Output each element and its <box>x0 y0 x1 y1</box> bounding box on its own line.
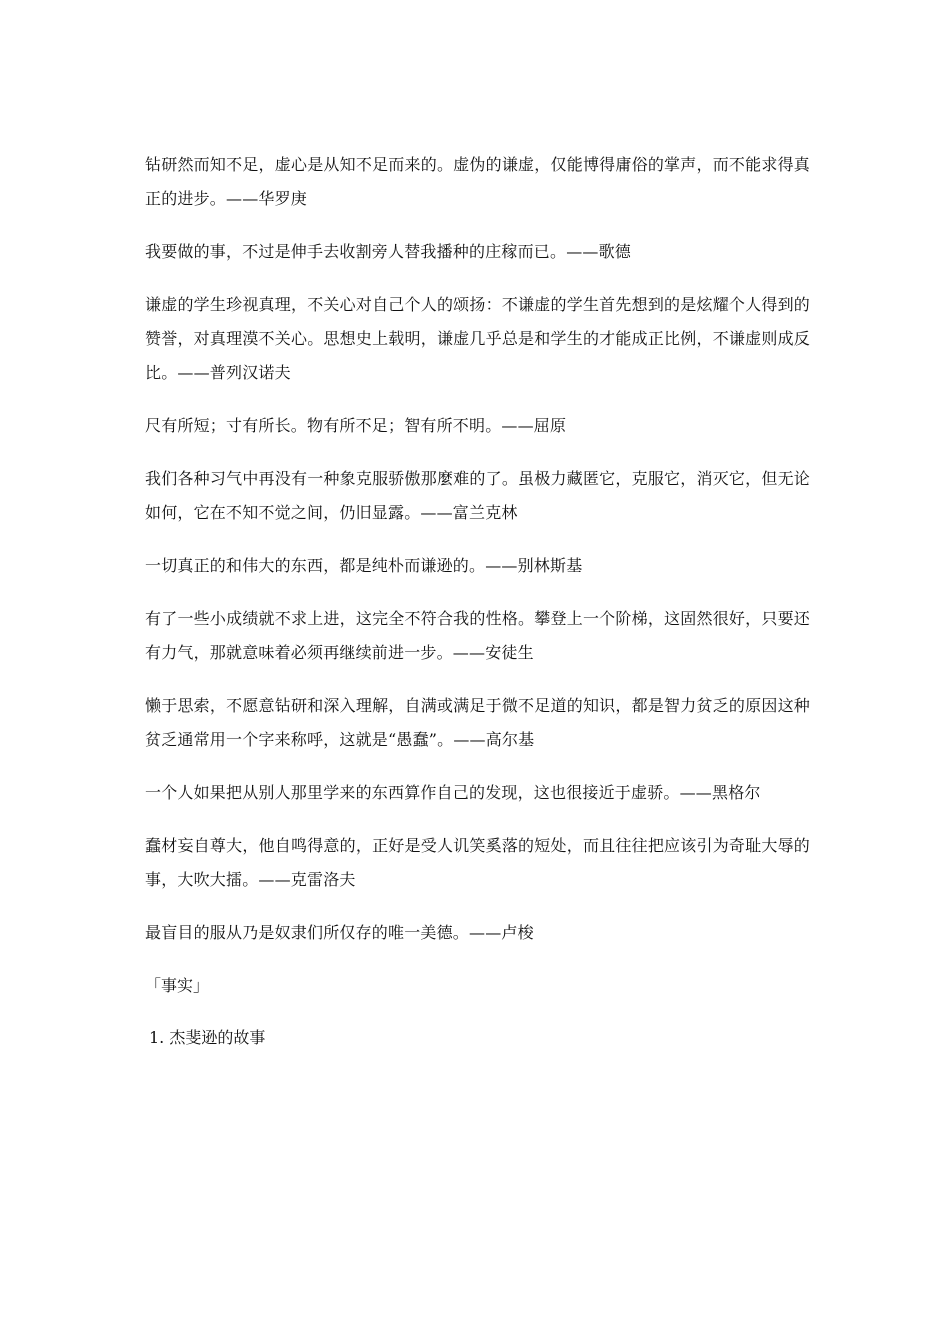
section-heading: 「事实」 <box>145 976 210 995</box>
quote-paragraph: 懒于思索，不愿意钻研和深入理解，自满或满足于微不足道的知识，都是智力贫乏的原因这种贫乏通常用一个字来称呼，这就是“愚蠢”。——高尔基 <box>145 696 810 749</box>
list-item-heading: 1. 杰斐逊的故事 <box>149 1028 266 1047</box>
quote-paragraph: 一个人如果把从别人那里学来的东西算作自己的发现，这也很接近于虚骄。——黑格尔 <box>145 783 761 802</box>
quote-paragraph: 我们各种习气中再没有一种象克服骄傲那麼难的了。虽极力藏匿它，克服它，消灭它，但无论如何，它在不知不觉之间，仍旧显露。——富兰克林 <box>145 469 810 522</box>
quote-paragraph: 钻研然而知不足，虚心是从知不足而来的。虚伪的谦虚，仅能博得庸俗的掌声，而不能求得真正的进步。——华罗庚 <box>145 155 810 208</box>
document-body <box>145 148 810 1055</box>
quote-paragraph: 有了一些小成绩就不求上进，这完全不符合我的性格。攀登上一个阶梯，这固然很好，只要还有力气，那就意味着必须再继续前进一步。——安徒生 <box>145 609 810 662</box>
quote-paragraph: 一切真正的和伟大的东西，都是纯朴而谦逊的。——别林斯基 <box>145 556 583 575</box>
quote-paragraph: 谦虚的学生珍视真理，不关心对自己个人的颂扬：不谦虚的学生首先想到的是炫耀个人得到的赞誉，对真理漠不关心。思想史上载明，谦虚几乎总是和学生的才能成正比例，不谦虚则成反比。——普列汉诺夫 <box>145 295 810 382</box>
quote-paragraph: 我要做的事，不过是伸手去收割旁人替我播种的庄稼而已。——歌德 <box>145 242 632 261</box>
quote-paragraph: 蠢材妄自尊大，他自鸣得意的，正好是受人讥笑奚落的短处，而且往往把应该引为奇耻大辱的事，大吹大擂。——克雷洛夫 <box>145 836 810 889</box>
quote-paragraph: 尺有所短；寸有所长。物有所不足；智有所不明。——屈原 <box>145 416 567 435</box>
quote-paragraph: 最盲目的服从乃是奴隶们所仅存的唯一美德。——卢梭 <box>145 923 534 942</box>
